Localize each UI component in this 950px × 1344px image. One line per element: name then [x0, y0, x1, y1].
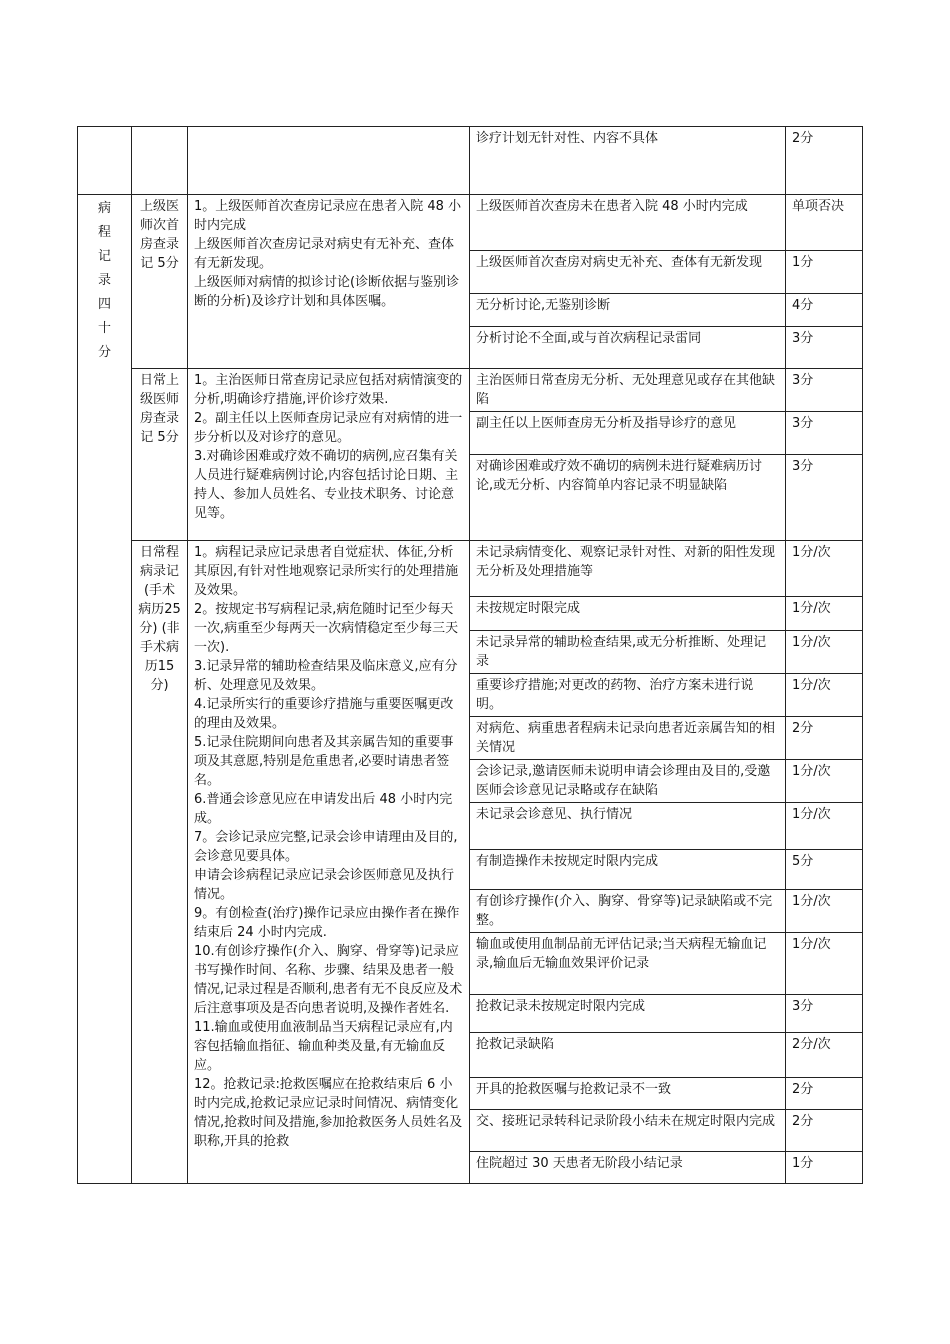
section-cell-empty [132, 127, 188, 195]
requirement-text: 1。病程记录应记录患者自觉症状、体征,分析其原因,有针对性地观察记录所实行的处理措施及效果。 [194, 545, 459, 598]
deduction-cell: 副主任以上医师查房无分析及指导诊疗的意见 [470, 412, 786, 455]
score-cell: 1分/次 [786, 541, 863, 597]
score-cell: 1分/次 [786, 760, 863, 803]
requirement-cell-empty [188, 127, 470, 195]
section-name: 日常上级医师房查录记 5分 [132, 369, 188, 541]
score-cell: 1分/次 [786, 631, 863, 674]
section-name: 日常程病录记 (手术病历25分) (非手术病历15分) [132, 541, 188, 1184]
deduction-cell: 未按规定时限完成 [470, 597, 786, 631]
section-name: 上级医师次首房查录记 5分 [132, 195, 188, 369]
deduction-cell: 无分析讨论,无鉴别诊断 [470, 294, 786, 327]
requirement-text: 7。会诊记录应完整,记录会诊申请理由及目的,会诊意见要具体。 [194, 830, 458, 864]
deduction-cell: 未记录异常的辅助检查结果,或无分析推断、处理记录 [470, 631, 786, 674]
table-row [78, 127, 863, 195]
deduction-cell: 会诊记录,邀请医师未说明申请会诊理由及目的,受邀医师会诊意见记录略或存在缺陷 [470, 760, 786, 803]
deduction-cell: 诊疗计划无针对性、内容不具体 [470, 127, 786, 195]
score-cell: 1分 [786, 1152, 863, 1184]
score-cell: 3分 [786, 995, 863, 1033]
score-cell: 1分/次 [786, 933, 863, 995]
requirement-text: 上级医师对病情的拟诊讨论(诊断依据与鉴别诊断的分析)及诊疗计划和具体医嘱。 [194, 275, 460, 309]
score-cell: 3分 [786, 412, 863, 455]
deduction-cell: 未记录病情变化、观察记录针对性、对新的阳性发现无分析及处理措施等 [470, 541, 786, 597]
deduction-cell: 住院超过 30 天患者无阶段小结记录 [470, 1152, 786, 1184]
deduction-cell: 抢救记录未按规定时限内完成 [470, 995, 786, 1033]
deduction-cell: 开具的抢救医嘱与抢救记录不一致 [470, 1078, 786, 1110]
score-cell: 4分 [786, 294, 863, 327]
requirements-cell [188, 369, 470, 541]
requirement-text: 12。抢救记录:抢救医嘱应在抢救结束后 6 小时内完成,抢救记录应记录时间情况、病情变化情况,抢救时间及措施,参加抢救医务人员姓名及职称,开具的抢救 [194, 1077, 463, 1149]
table-row [78, 541, 863, 597]
score-cell: 2分 [786, 127, 863, 195]
requirement-text: 1。上级医师首次查房记录应在患者入院 48 小时内完成 [194, 199, 462, 233]
category-cell-empty [78, 127, 132, 195]
score-cell: 1分/次 [786, 890, 863, 933]
score-cell: 1分 [786, 251, 863, 294]
deduction-cell: 抢救记录缺陷 [470, 1033, 786, 1078]
category-label: 病程记录四十分 [97, 201, 111, 360]
deduction-cell: 对病危、病重患者程病未记录向患者近亲属告知的相关情况 [470, 717, 786, 760]
deduction-cell: 有制造操作未按规定时限内完成 [470, 850, 786, 890]
requirement-text: 6.普通会诊意见应在申请发出后 48 小时内完成。 [194, 792, 453, 826]
score-cell: 3分 [786, 455, 863, 541]
requirement-text: 11.输血或使用血液制品当天病程记录应有,内容包括输血指征、输血种类及量,有无输血反应。 [194, 1020, 453, 1073]
score-cell: 2分 [786, 1110, 863, 1152]
score-cell: 3分 [786, 327, 863, 369]
score-cell: 2分/次 [786, 1033, 863, 1078]
deduction-cell: 对确诊困难或疗效不确切的病例未进行疑难病历讨论,或无分析、内容简单内容记录不明显缺陷 [470, 455, 786, 541]
requirement-text: 2。按规定书写病程记录,病危随时记至少每天一次,病重至少每两天一次病情稳定至少每三天一次). [194, 602, 459, 655]
requirements-cell [188, 541, 470, 1184]
score-cell: 2分 [786, 1078, 863, 1110]
deduction-cell: 输血或使用血制品前无评估记录;当天病程无输血记录,输血后无输血效果评价记录 [470, 933, 786, 995]
requirement-text: 申请会诊病程记录应记录会诊医师意见及执行情况。 [194, 868, 455, 902]
requirement-text: 上级医师首次查房记录对病史有无补充、查体有无新发现。 [194, 237, 455, 271]
deduction-cell: 主治医师日常查房无分析、无处理意见或存在其他缺陷 [470, 369, 786, 412]
requirement-text: 4.记录所实行的重要诊疗措施与重要医嘱更改的理由及效果。 [194, 697, 454, 731]
deduction-cell: 上级医师首次查房未在患者入院 48 小时内完成 [470, 195, 786, 251]
score-cell: 1分/次 [786, 597, 863, 631]
table-row [78, 369, 863, 412]
score-cell: 2分 [786, 717, 863, 760]
requirement-text: 3.对确诊困难或疗效不确切的病例,应召集有关人员进行疑难病例讨论,内容包括讨论日期、主持人、参加人员姓名、专业技术职务、讨论意见等。 [194, 449, 459, 521]
scoring-table [77, 126, 863, 1184]
deduction-cell: 分析讨论不全面,或与首次病程记录雷同 [470, 327, 786, 369]
score-cell: 1分/次 [786, 674, 863, 717]
requirements-cell [188, 195, 470, 369]
table-row [78, 195, 863, 251]
deduction-cell: 上级医师首次查房对病史无补充、查体有无新发现 [470, 251, 786, 294]
deduction-cell: 有创诊疗操作(介入、胸穿、骨穿等)记录缺陷或不完整。 [470, 890, 786, 933]
requirement-text: 2。副主任以上医师查房记录应有对病情的进一步分析以及对诊疗的意见。 [194, 411, 463, 445]
requirement-text: 10.有创诊疗操作(介入、胸穿、骨穿等)记录应书写操作时间、名称、步骤、结果及患者一般情况,记录过程是否顺利,患者有无不良反应及术后注意事项及是否向患者说明,及操作者姓名. [194, 944, 463, 1016]
requirement-text: 1。主治医师日常查房记录应包括对病情演变的分析,明确诊疗措施,评价诊疗效果. [194, 373, 463, 407]
deduction-cell: 重要诊疗措施;对更改的药物、治疗方案未进行说明。 [470, 674, 786, 717]
deduction-cell: 未记录会诊意见、执行情况 [470, 803, 786, 850]
category-cell [78, 195, 132, 1184]
requirement-text: 5.记录住院期间向患者及其亲属告知的重要事项及其意愿,特别是危重患者,必要时请患者签名。 [194, 735, 454, 788]
score-cell: 3分 [786, 369, 863, 412]
score-cell: 1分/次 [786, 803, 863, 850]
requirement-text: 9。有创检查(治疗)操作记录应由操作者在操作结束后 24 小时内完成. [194, 906, 460, 940]
deduction-cell: 交、接班记录转科记录阶段小结未在规定时限内完成 [470, 1110, 786, 1152]
score-cell: 单项否决 [786, 195, 863, 251]
score-cell: 5分 [786, 850, 863, 890]
requirement-text: 3.记录异常的辅助检查结果及临床意义,应有分析、处理意见及效果。 [194, 659, 458, 693]
